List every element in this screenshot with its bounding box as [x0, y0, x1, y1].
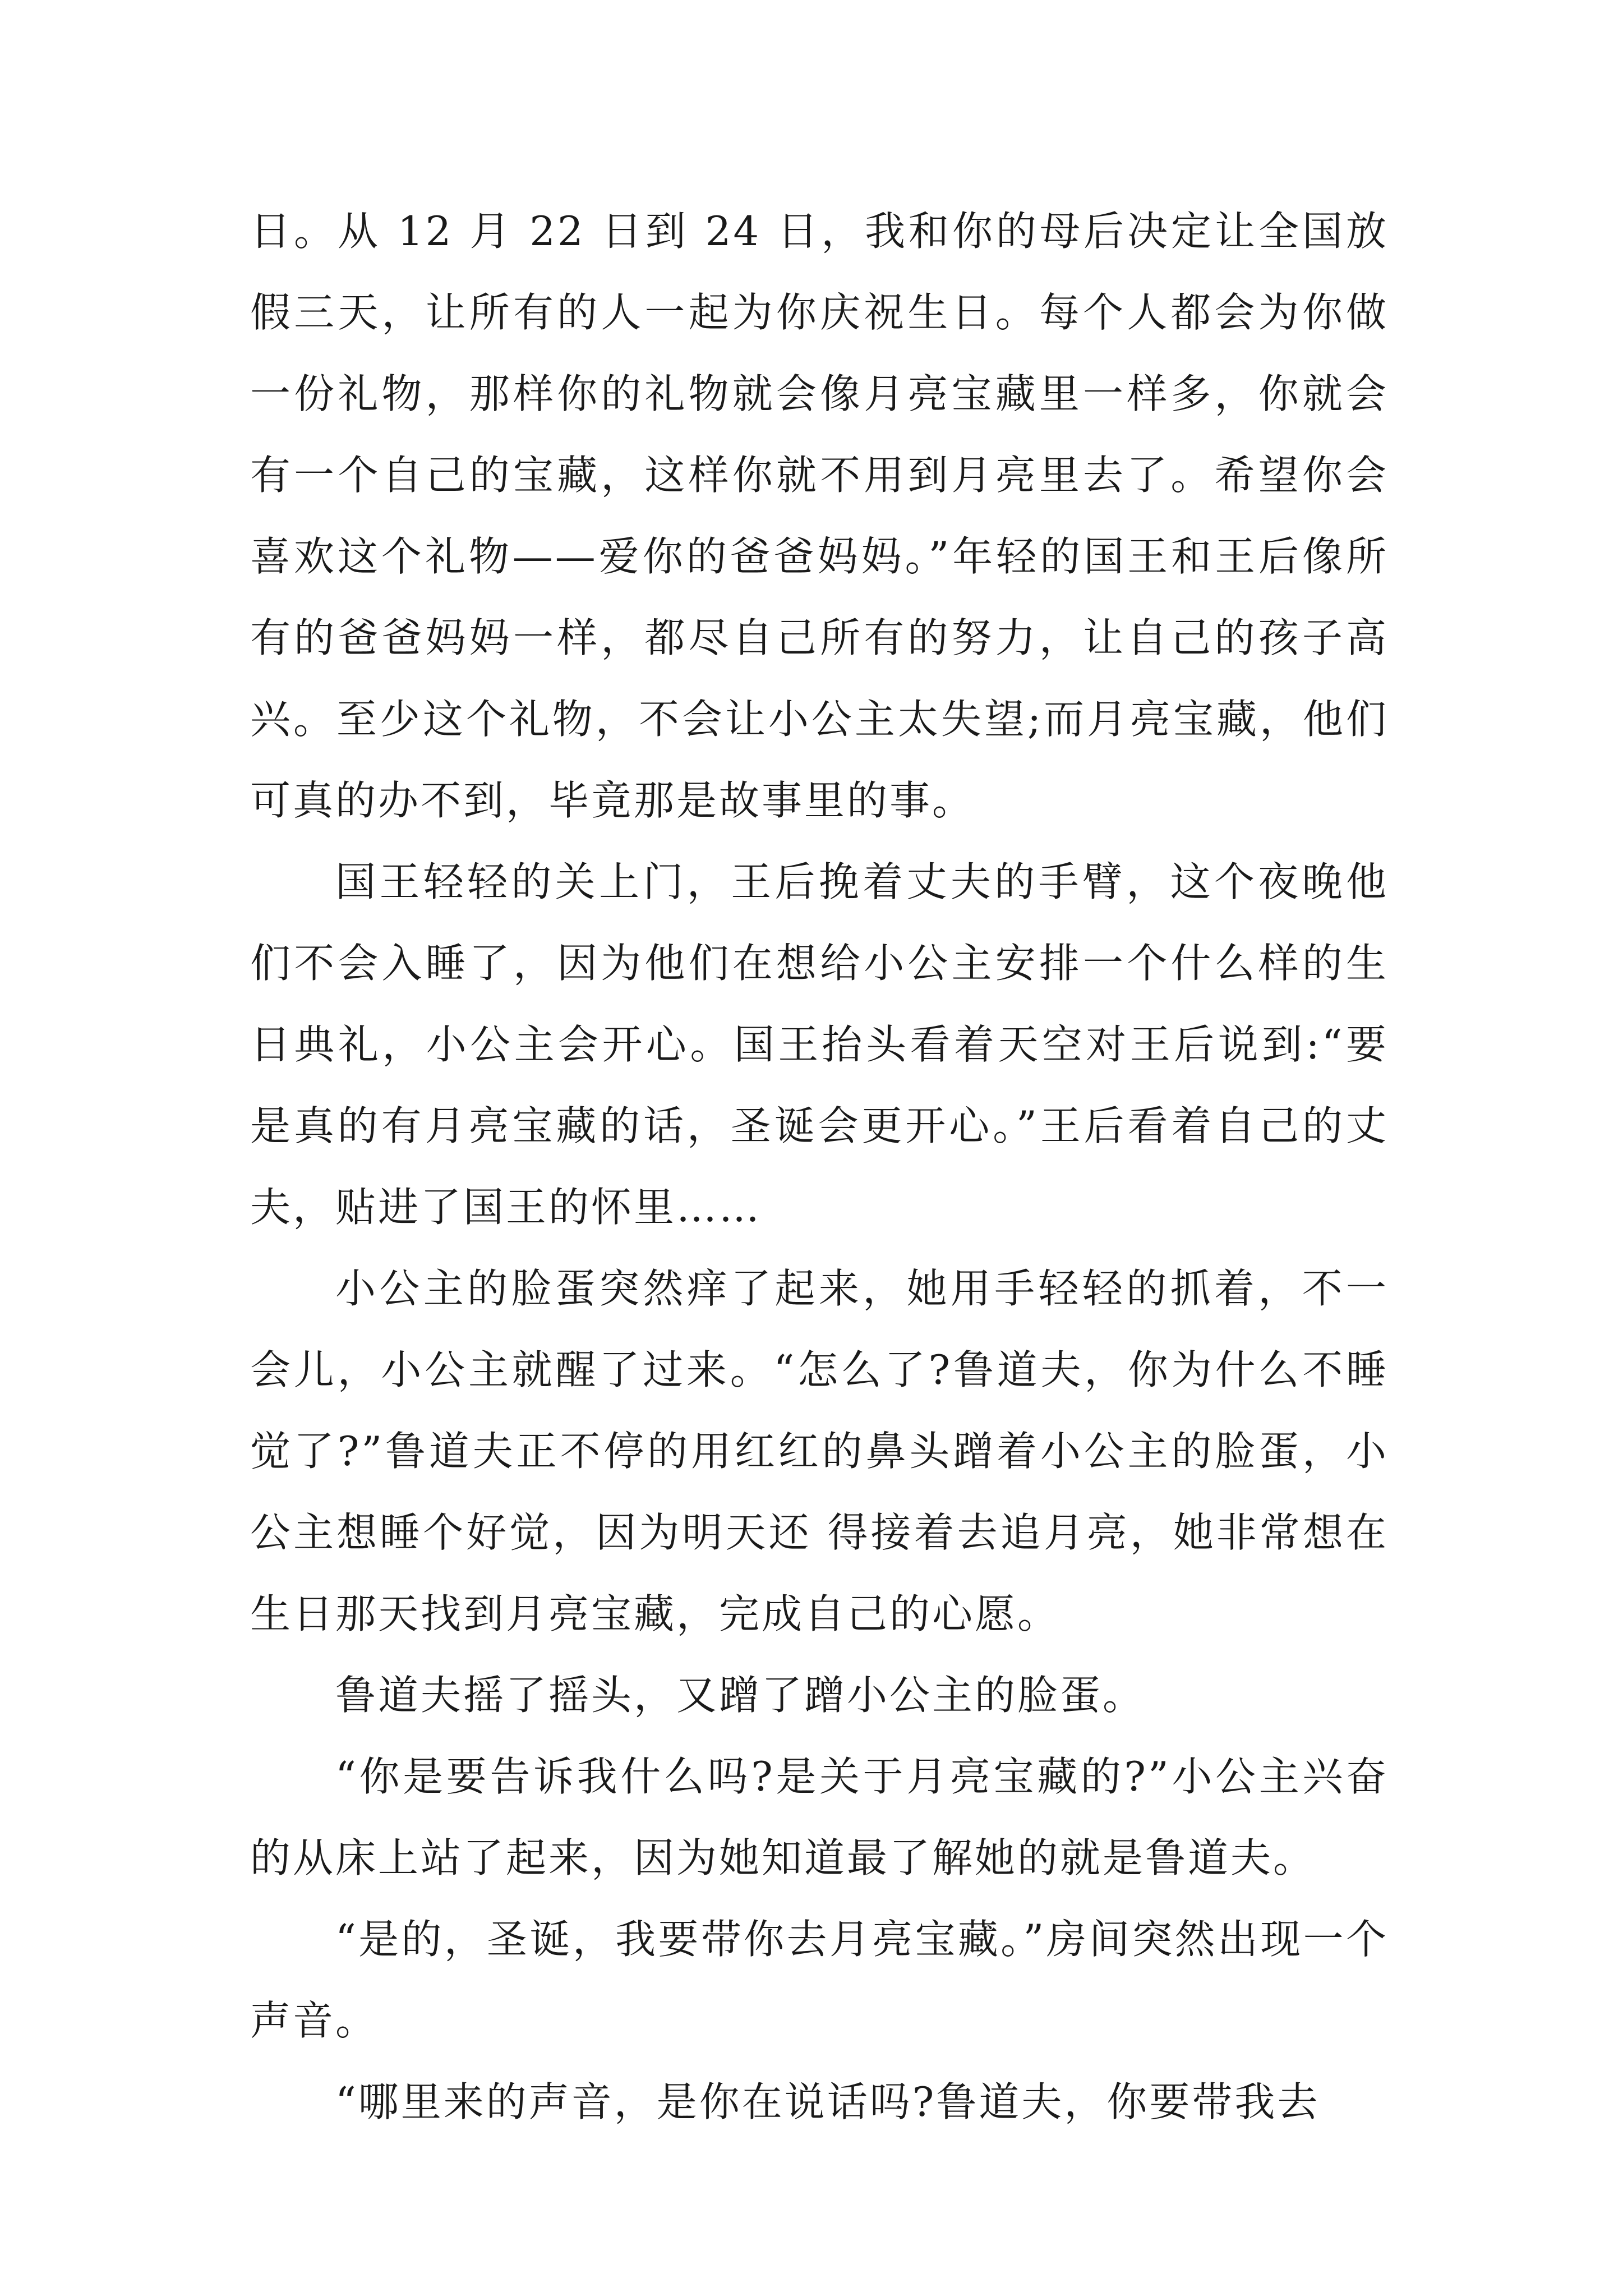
- paragraph-5: “你是要告诉我什么吗?是关于月亮宝藏的?”小公主兴奋的从床上站了起来，因为她知道最了解她的就是鲁道夫。: [250, 1753, 1389, 1881]
- paragraph-7: “哪里来的声音，是你在说话吗?鲁道夫，你要带我去: [335, 2078, 1320, 2125]
- paragraph-4: 鲁道夫摇了摇头，又蹭了蹭小公主的脸蛋。: [335, 1672, 1146, 1719]
- paragraph-2: 国王轻轻的关上门，王后挽着丈夫的手臂，这个夜晚他们不会入睡了，因为他们在想给小公主安排一个什么样的生日典礼，小公主会开心。国王抬头看着天空对王后说到:“要是真的有月亮宝藏的话，圣诞会更开心。”王后看着自己的丈夫，贴进了国王的怀里……: [250, 858, 1389, 1231]
- document-body: [250, 191, 1389, 2143]
- paragraph-1: 日。从 12 月 22 日到 24 日，我和你的母后决定让全国放假三天，让所有的人一起为你庆祝生日。每个人都会为你做一份礼物，那样你的礼物就会像月亮宝藏里一样多，你就会有一个自己的宝藏，这样你就不用到月亮里去了。希望你会喜欢这个礼物——爱你的爸爸妈妈。”年轻的国王和王后像所有的爸爸妈妈一样，都尽自己所有的努力，让自己的孩子高兴。至少这个礼物，不会让小公主太失望;而月亮宝藏，他们可真的办不到，毕竟那是故事里的事。: [250, 208, 1389, 824]
- paragraph-3: 小公主的脸蛋突然痒了起来，她用手轻轻的抓着，不一会儿，小公主就醒了过来。“怎么了?鲁道夫，你为什么不睡觉了?”鲁道夫正不停的用红红的鼻头蹭着小公主的脸蛋，小公主想睡个好觉，因为明天还 得接着去追月亮，她非常想在生日那天找到月亮宝藏，完成自己的心愿。: [250, 1265, 1389, 1637]
- paragraph-6: “是的，圣诞，我要带你去月亮宝藏。”房间突然出现一个声音。: [250, 1916, 1389, 2044]
